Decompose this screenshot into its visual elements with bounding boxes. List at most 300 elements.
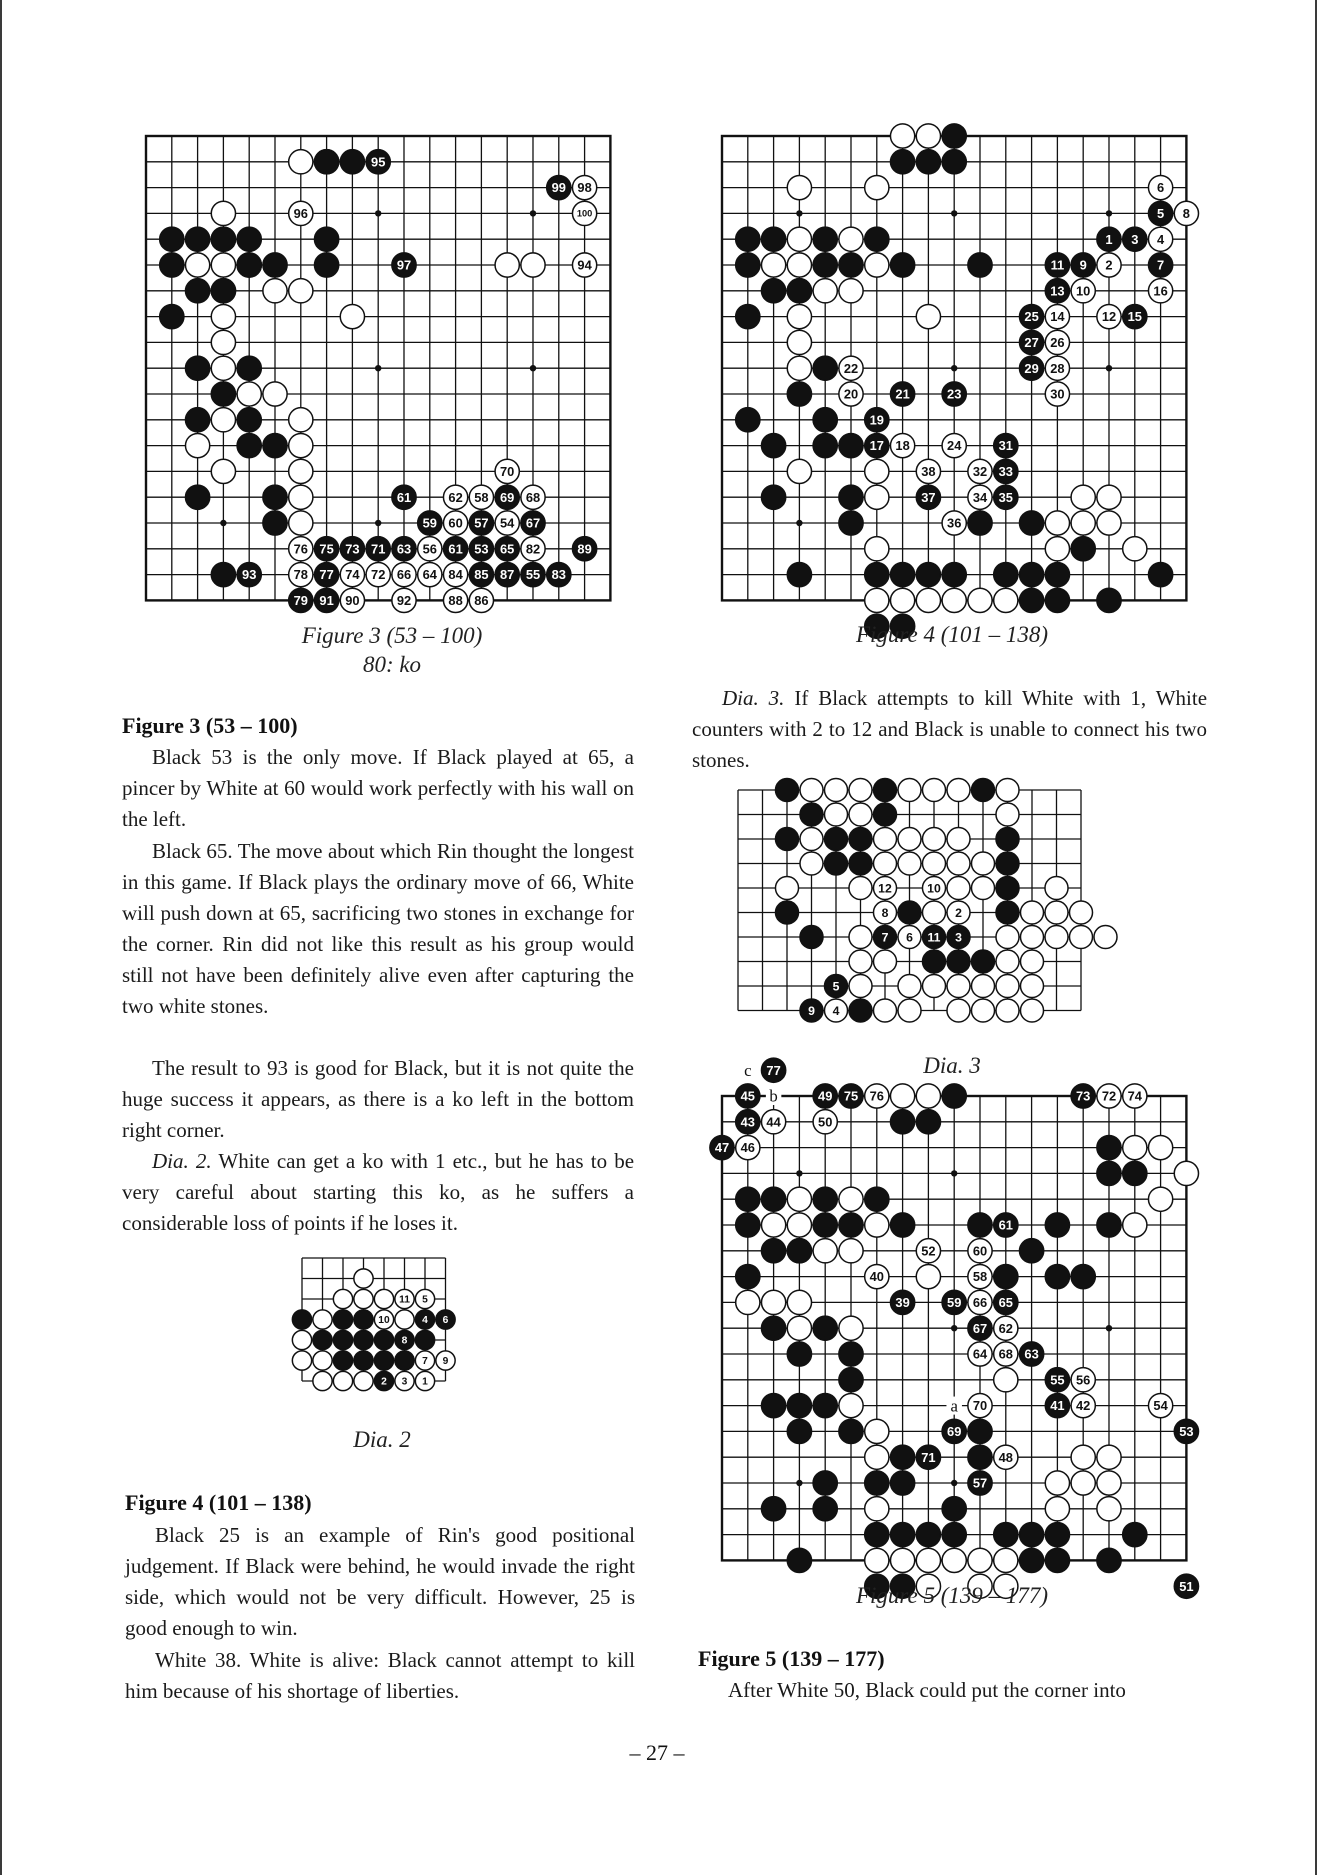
white-stone: [787, 356, 811, 380]
black-stone: [800, 925, 823, 948]
white-stone: [1020, 950, 1043, 973]
black-stone: [761, 1187, 785, 1211]
black-stone: [849, 999, 872, 1022]
white-stone: [1097, 1471, 1121, 1495]
move-number: 10: [1076, 283, 1091, 299]
black-stone: [813, 1393, 837, 1417]
black-stone: [800, 803, 823, 826]
move-number: 3: [1131, 231, 1139, 247]
move-number: 92: [396, 593, 412, 609]
black-stone: [1097, 1161, 1121, 1185]
white-stone: [898, 852, 921, 875]
black-stone: [898, 901, 921, 924]
white-stone: [1174, 1161, 1198, 1185]
move-number: 4: [1157, 231, 1165, 247]
move-number: 55: [1050, 1372, 1065, 1388]
star-point: [375, 520, 381, 526]
move-number: 56: [1076, 1372, 1091, 1388]
move-number: 5: [832, 979, 840, 994]
move-number: 3: [401, 1376, 408, 1388]
move-number: 11: [399, 1294, 410, 1306]
dia2-caption: Dia. 2: [353, 1427, 411, 1452]
move-number: 55: [525, 567, 541, 583]
black-stone: [813, 1213, 837, 1237]
white-stone: [865, 1497, 889, 1521]
move-number: 7: [1157, 257, 1165, 273]
move-number: 42: [1076, 1398, 1091, 1414]
white-stone: [237, 382, 261, 406]
star-point: [530, 365, 536, 371]
move-number: 57: [474, 515, 489, 531]
black-stone: [1019, 1239, 1043, 1263]
white-stone: [865, 588, 889, 612]
move-number: 33: [998, 464, 1013, 480]
black-stone: [942, 150, 966, 174]
move-number: 53: [474, 541, 489, 557]
move-number: 40: [869, 1269, 884, 1285]
star-point: [1106, 365, 1112, 371]
black-stone: [761, 433, 785, 457]
black-stone: [313, 1330, 332, 1349]
white-stone: [787, 304, 811, 328]
black-stone: [865, 1471, 889, 1495]
dia3-paragraph: [692, 683, 1207, 776]
white-stone: [922, 852, 945, 875]
black-stone: [1045, 588, 1069, 612]
move-number: 34: [972, 489, 988, 505]
move-number: 96: [293, 206, 308, 222]
move-number: 5: [422, 1294, 428, 1306]
white-stone: [787, 1213, 811, 1237]
move-number: 76: [869, 1088, 884, 1104]
move-number: 30: [1050, 386, 1065, 402]
white-stone: [736, 1290, 760, 1314]
black-stone: [354, 1310, 373, 1329]
white-stone: [922, 974, 945, 997]
white-stone: [374, 1289, 393, 1308]
move-number: 67: [972, 1320, 988, 1336]
black-stone: [263, 511, 287, 535]
white-stone: [916, 1084, 940, 1108]
figure3-caption: Figure 3 (53 – 100): [301, 623, 483, 648]
white-stone: [1148, 1135, 1172, 1159]
figure4-board: [718, 132, 1190, 604]
move-number: 19: [869, 412, 884, 428]
move-number: 91: [319, 593, 334, 609]
black-stone: [813, 356, 837, 380]
move-number: 87: [500, 567, 515, 583]
black-stone: [890, 1522, 914, 1546]
black-stone: [971, 778, 994, 801]
black-stone: [994, 1264, 1018, 1288]
move-number: 10: [927, 881, 941, 896]
black-stone: [968, 1445, 992, 1469]
move-number: 77: [766, 1062, 781, 1078]
black-stone: [263, 253, 287, 277]
black-stone: [916, 150, 940, 174]
black-stone: [865, 227, 889, 251]
star-point: [220, 520, 226, 526]
figure3-paragraph-2: [122, 836, 634, 1022]
white-stone: [1045, 1471, 1069, 1495]
point-letter: b: [769, 1086, 778, 1106]
black-stone: [775, 778, 798, 801]
black-stone: [865, 562, 889, 586]
black-stone: [813, 227, 837, 251]
black-stone: [736, 1264, 760, 1288]
white-stone: [211, 330, 235, 354]
black-stone: [787, 1419, 811, 1443]
move-number: 9: [1079, 257, 1087, 273]
white-stone: [1071, 485, 1095, 509]
black-stone: [237, 253, 261, 277]
black-stone: [1097, 1135, 1121, 1159]
move-number: 47: [714, 1140, 730, 1156]
white-stone: [942, 588, 966, 612]
black-stone: [314, 253, 338, 277]
move-number: 65: [500, 541, 515, 557]
white-stone: [211, 201, 235, 225]
dia2-paragraph: [122, 1146, 634, 1239]
white-stone: [839, 1393, 863, 1417]
move-number: 61: [448, 541, 463, 557]
white-stone: [971, 999, 994, 1022]
move-number: 25: [1024, 309, 1039, 325]
move-number: 88: [448, 593, 463, 609]
figure4-paragraph-2: [125, 1645, 635, 1707]
black-stone: [971, 950, 994, 973]
white-stone: [211, 356, 235, 380]
white-stone: [787, 330, 811, 354]
figure3-p2-text: Black 65. The move about which Rin thought the longest in this game. If Black plays the ordinary move of 66, White will push down at 65, sacrificing two stones in exchange for the corner. Rin did not like this result as his group would still not have been definitely alive even after capturing the two white stones.: [122, 839, 634, 1018]
move-number: 73: [1076, 1088, 1091, 1104]
black-stone: [873, 778, 896, 801]
white-stone: [1045, 876, 1068, 899]
move-number: 11: [1050, 257, 1065, 273]
white-stone: [813, 279, 837, 303]
black-stone: [1123, 1522, 1147, 1546]
black-stone: [890, 150, 914, 174]
move-number: 76: [293, 541, 308, 557]
white-stone: [865, 253, 889, 277]
move-number: 85: [474, 567, 489, 583]
white-stone: [1045, 901, 1068, 924]
white-stone: [890, 1084, 914, 1108]
black-stone: [185, 279, 209, 303]
move-number: 28: [1050, 360, 1065, 376]
move-number: 72: [371, 567, 386, 583]
star-point: [951, 1325, 957, 1331]
white-stone: [263, 382, 287, 406]
black-stone: [865, 1522, 889, 1546]
white-stone: [968, 588, 992, 612]
white-stone: [824, 778, 847, 801]
move-number: 73: [345, 541, 360, 557]
white-stone: [994, 1368, 1018, 1392]
white-stone: [839, 279, 863, 303]
dia2-text: White can get a ko with 1 etc., but he has to be very careful about starting this ko, as he suffers a considerable loss of points if he loses it.: [122, 1149, 635, 1235]
black-stone: [1019, 1548, 1043, 1572]
figure3-svg: [142, 132, 614, 609]
white-stone: [898, 778, 921, 801]
white-stone: [1045, 925, 1068, 948]
black-stone: [775, 901, 798, 924]
white-stone: [890, 1548, 914, 1572]
white-stone: [787, 175, 811, 199]
move-number: 2: [955, 905, 962, 920]
white-stone: [313, 1310, 332, 1329]
white-stone: [289, 150, 313, 174]
figure5-heading: Figure 5 (139 – 177): [698, 1646, 885, 1671]
black-stone: [415, 1330, 434, 1349]
white-stone: [865, 459, 889, 483]
black-stone: [787, 382, 811, 406]
black-stone: [314, 150, 338, 174]
black-stone: [824, 852, 847, 875]
figure3-heading: Figure 3 (53 – 100): [122, 713, 298, 738]
black-stone: [787, 1393, 811, 1417]
black-stone: [761, 227, 785, 251]
white-stone: [354, 1371, 373, 1390]
black-stone: [1019, 562, 1043, 586]
white-stone: [994, 1548, 1018, 1572]
black-stone: [942, 124, 966, 148]
black-stone: [374, 1330, 393, 1349]
white-stone: [333, 1289, 352, 1308]
white-stone: [890, 588, 914, 612]
black-stone: [813, 1497, 837, 1521]
point-letter: a: [950, 1396, 958, 1416]
black-stone: [1097, 588, 1121, 612]
move-number: 70: [972, 1398, 988, 1414]
figure4-svg: [718, 132, 1190, 604]
white-stone: [873, 950, 896, 973]
move-number: 2: [1105, 257, 1113, 273]
white-stone: [354, 1269, 373, 1288]
black-stone: [942, 1522, 966, 1546]
black-stone: [263, 433, 287, 457]
black-stone: [916, 1522, 940, 1546]
move-number: 22: [843, 360, 859, 376]
black-stone: [1071, 537, 1095, 561]
black-stone: [395, 1351, 414, 1370]
move-number: 13: [1050, 283, 1065, 299]
white-stone: [996, 974, 1019, 997]
move-number: 63: [396, 541, 412, 557]
black-stone: [185, 356, 209, 380]
move-number: 95: [371, 154, 386, 170]
black-stone: [1045, 1264, 1069, 1288]
black-stone: [839, 1419, 863, 1443]
move-number: 94: [577, 257, 592, 273]
move-number: 32: [972, 464, 988, 480]
move-number: 71: [371, 541, 386, 557]
move-number: 60: [448, 515, 463, 531]
move-number: 14: [1050, 309, 1065, 325]
white-stone: [922, 827, 945, 850]
move-number: 62: [998, 1320, 1013, 1336]
white-stone: [775, 876, 798, 899]
move-number: 66: [972, 1295, 988, 1311]
white-stone: [849, 950, 872, 973]
black-stone: [736, 1187, 760, 1211]
black-stone: [292, 1310, 311, 1329]
white-stone: [289, 459, 313, 483]
white-stone: [996, 803, 1019, 826]
white-stone: [839, 227, 863, 251]
white-stone: [211, 304, 235, 328]
white-stone: [787, 1316, 811, 1340]
black-stone: [736, 253, 760, 277]
white-stone: [1020, 901, 1043, 924]
move-number: 8: [1182, 206, 1190, 222]
white-stone: [849, 974, 872, 997]
black-stone: [942, 1084, 966, 1108]
star-point: [796, 1170, 802, 1176]
black-stone: [1045, 562, 1069, 586]
black-stone: [890, 253, 914, 277]
move-number: 72: [1101, 1088, 1117, 1104]
white-stone: [787, 227, 811, 251]
white-stone: [947, 827, 970, 850]
dia2-board: [298, 1254, 450, 1388]
white-stone: [996, 925, 1019, 948]
white-stone: [292, 1330, 311, 1349]
white-stone: [761, 1213, 785, 1237]
move-number: 69: [947, 1424, 962, 1440]
move-number: 8: [881, 905, 889, 920]
black-stone: [890, 1110, 914, 1134]
white-stone: [865, 537, 889, 561]
move-number: 84: [448, 567, 463, 583]
black-stone: [1045, 1522, 1069, 1546]
white-stone: [947, 852, 970, 875]
black-stone: [996, 876, 1019, 899]
figure3-ko-note: 80: ko: [362, 652, 422, 677]
white-stone: [211, 459, 235, 483]
move-number: 38: [921, 464, 936, 480]
move-number: 79: [293, 593, 308, 609]
move-number: 12: [878, 881, 892, 896]
black-stone: [185, 485, 209, 509]
move-number: 29: [1024, 360, 1039, 376]
figure3-paragraph-1: [122, 742, 634, 835]
white-stone: [916, 304, 940, 328]
white-stone: [1097, 1497, 1121, 1521]
white-stone: [313, 1371, 332, 1390]
move-number: 71: [921, 1449, 936, 1465]
black-stone: [865, 1187, 889, 1211]
black-stone: [237, 356, 261, 380]
figure4-heading: Figure 4 (101 – 138): [125, 1490, 312, 1515]
black-stone: [787, 1548, 811, 1572]
black-stone: [761, 485, 785, 509]
white-stone: [865, 1419, 889, 1443]
move-number: 46: [740, 1140, 755, 1156]
black-stone: [994, 562, 1018, 586]
move-number: 16: [1153, 283, 1168, 299]
white-stone: [1045, 537, 1069, 561]
figure4-caption: Figure 4 (101 – 138): [855, 622, 1049, 647]
white-stone: [761, 253, 785, 277]
white-stone: [1071, 1471, 1095, 1495]
black-stone: [968, 1213, 992, 1237]
move-number: 75: [319, 541, 334, 557]
star-point: [796, 1480, 802, 1486]
white-stone: [289, 408, 313, 432]
move-number: 31: [998, 438, 1013, 454]
figure4-p1-text: Black 25 is an example of Rin's good positional judgement. If Black were behind, he would invade the right side, which would not be very difficult. However, 25 is good enough to win.: [125, 1523, 635, 1640]
white-stone: [313, 1351, 332, 1370]
white-stone: [996, 999, 1019, 1022]
white-stone: [865, 175, 889, 199]
white-stone: [968, 1548, 992, 1572]
white-stone: [947, 778, 970, 801]
white-stone: [922, 778, 945, 801]
white-stone: [898, 974, 921, 997]
move-number: 52: [921, 1243, 936, 1259]
black-stone: [839, 253, 863, 277]
white-stone: [849, 925, 872, 948]
figure5-paragraph-1: [698, 1675, 1213, 1706]
black-stone: [775, 827, 798, 850]
black-stone: [1097, 1213, 1121, 1237]
dia3-board: [734, 786, 1085, 1018]
figure5-p1-text: After White 50, Black could put the corner into: [728, 1678, 1126, 1702]
black-stone: [761, 1393, 785, 1417]
white-stone: [1094, 925, 1117, 948]
white-stone: [865, 1445, 889, 1469]
star-point: [796, 210, 802, 216]
white-stone: [1020, 974, 1043, 997]
move-number: 83: [551, 567, 566, 583]
white-stone: [185, 433, 209, 457]
black-stone: [354, 1330, 373, 1349]
white-stone: [947, 876, 970, 899]
move-number: 9: [808, 1003, 815, 1018]
white-stone: [898, 827, 921, 850]
move-number: 17: [869, 438, 884, 454]
move-number: 9: [442, 1356, 449, 1368]
move-number: 20: [843, 386, 859, 402]
white-stone: [1123, 1213, 1147, 1237]
move-number: 3: [955, 930, 962, 945]
white-stone: [1123, 537, 1147, 561]
figure4-p2-text: White 38. White is alive: Black cannot attempt to kill him because of his shortage of liberties.: [125, 1648, 635, 1703]
white-stone: [839, 1187, 863, 1211]
move-number: 59: [947, 1295, 962, 1311]
black-stone: [787, 1239, 811, 1263]
move-number: 61: [396, 489, 412, 505]
white-stone: [916, 1548, 940, 1572]
black-stone: [160, 253, 184, 277]
white-stone: [916, 1264, 940, 1288]
move-number: 93: [242, 567, 257, 583]
white-stone: [333, 1371, 352, 1390]
white-stone: [800, 778, 823, 801]
move-number: 8: [401, 1335, 408, 1347]
move-number: 64: [422, 567, 437, 583]
move-number: 6: [1157, 180, 1165, 196]
move-number: 54: [1153, 1398, 1168, 1414]
white-stone: [898, 999, 921, 1022]
white-stone: [947, 974, 970, 997]
black-stone: [813, 1316, 837, 1340]
move-number: 58: [474, 489, 489, 505]
white-stone: [1097, 511, 1121, 535]
white-stone: [873, 852, 896, 875]
white-stone: [289, 485, 313, 509]
